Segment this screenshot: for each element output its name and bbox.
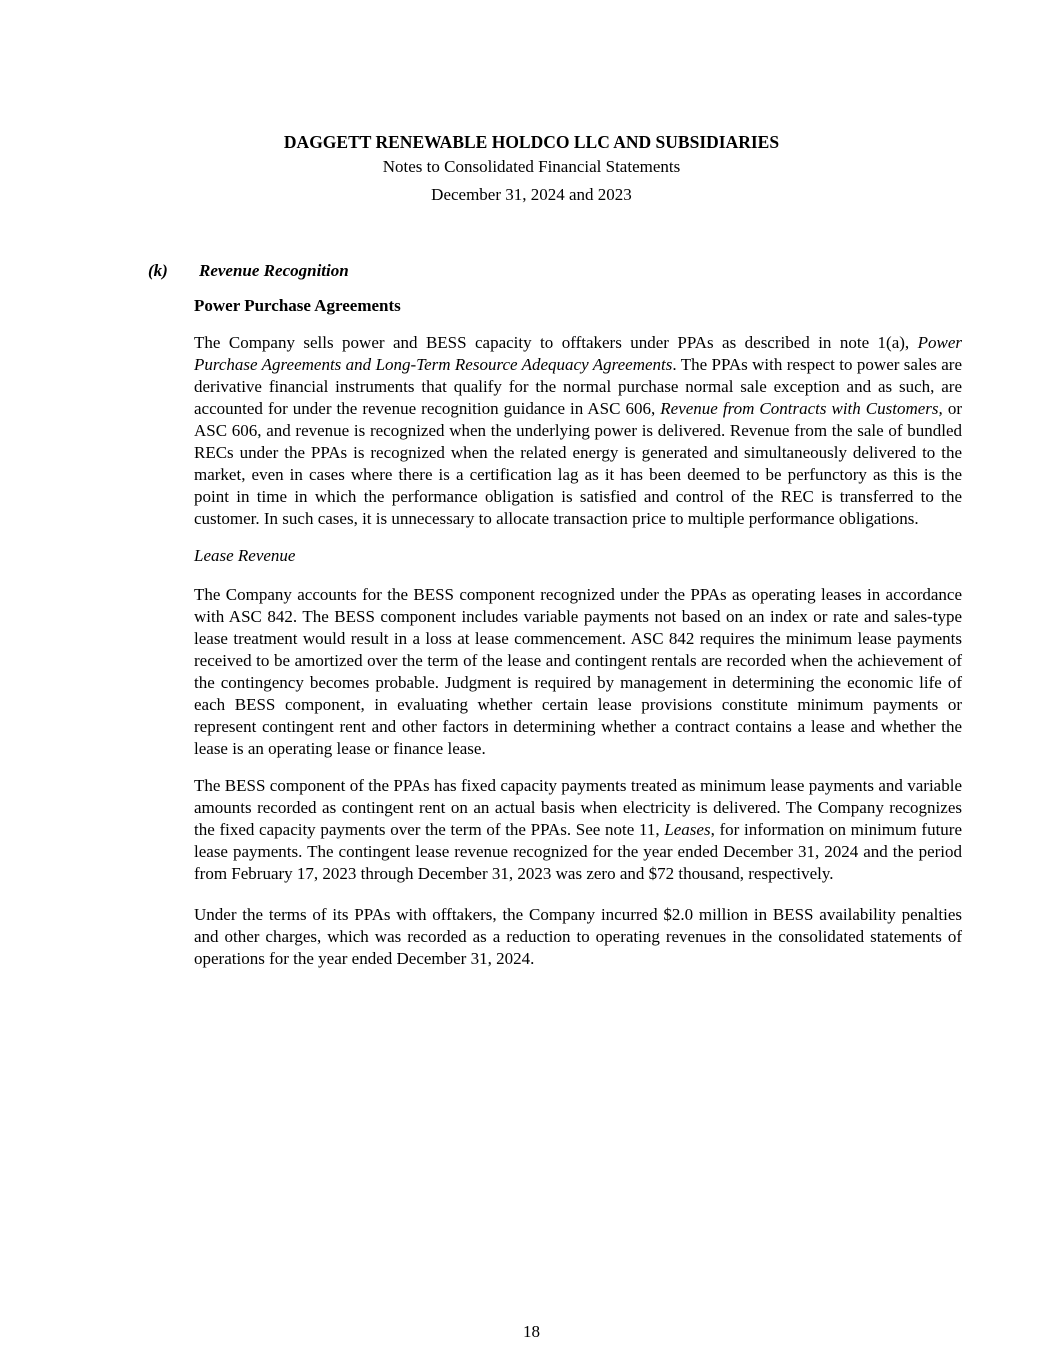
ppa-heading: Power Purchase Agreements (194, 296, 401, 315)
lease-text-1: The BESS component of the PPAs has fixed capacity payments treated as minimum lease payments and variable amounts recorded as contingent rent on an actual basis when electricity is delivered. The Company recognizes the fixed capacity payments over the term of the PPAs. See note 11, (194, 776, 962, 839)
page-header (0, 131, 1055, 209)
document-title: Notes to Consolidated Financial Statements (382, 157, 681, 176)
leases-note-reference: Leases (664, 820, 711, 839)
page-number: 18 (523, 1322, 540, 1341)
ppa-text-1: The Company sells power and BESS capacity to offtakers under PPAs as described in note 1(a), (194, 333, 910, 352)
lease-paragraph-1: The Company accounts for the BESS component recognized under the PPAs as operating leases in accordance with ASC 842. The BESS component includes variable payments not based on an index or rate and sales-type lease treatment would result in a loss at lease commencement. ASC 842 requires the minimum lease payments received to be amortized over the term of the lease and contingent rentals are recorded when the achievement of the contingency becomes probable. Judgment is required by management in determining the economic life of each BESS component, in evaluating whether certain lease provisions constitute minimum payments or represent contingent rent and other factors in determining whether a contract contains a lease and whether the lease is an operating lease or finance lease. (194, 585, 962, 758)
section-heading (148, 260, 349, 282)
company-name: DAGGETT RENEWABLE HOLDCO LLC AND SUBSIDIARIES (283, 132, 780, 152)
penalties-paragraph: Under the terms of its PPAs with offtakers, the Company incurred $2.0 million in BESS availability penalties and other charges, which was recorded as a reduction to operating revenues in the consolidated statements of operations for the year ended December 31, 2024. (194, 905, 962, 968)
ppa-paragraph (194, 332, 962, 530)
lease-revenue-heading: Lease Revenue (194, 546, 296, 565)
asc-606-reference: Revenue from Contracts with Customers, (660, 399, 943, 418)
section-title: Revenue Recognition (199, 261, 349, 280)
ppa-note-reference: Power Purchase Agreements and Long-Term Resource Adequacy Agreements (194, 333, 963, 374)
lease-text-2: , for information on minimum future lease payments. The contingent lease revenue recognized for the year ended December 31, 2024 and the period from February 17, 2023 through December 31, 2023 was zero and $72 thousand, respectively. (194, 820, 963, 883)
ppa-text-2: . The PPAs with respect to power sales are derivative financial instruments that qualify for the normal purchase normal sale exception and as such, are accounted for under the revenue recognition guidance in ASC 606, (194, 355, 962, 418)
section-letter: (k) (148, 261, 168, 280)
document-period: December 31, 2024 and 2023 (431, 185, 632, 204)
ppa-text-3: or ASC 606, and revenue is recognized when the underlying power is delivered. Revenue from the sale of bundled RECs under the PPAs is recognized when the related energy is generated and simultaneously delivered to the market, even in cases where there is a certification lag as it has been deemed to be perfunctory as this is the point in time in which the performance obligation is satisfied and control of the REC is transferred to the customer. In such cases, it is unnecessary to allocate transaction price to multiple performance obligations. (194, 399, 963, 528)
lease-paragraph-2 (194, 775, 962, 885)
section-content (194, 295, 962, 985)
